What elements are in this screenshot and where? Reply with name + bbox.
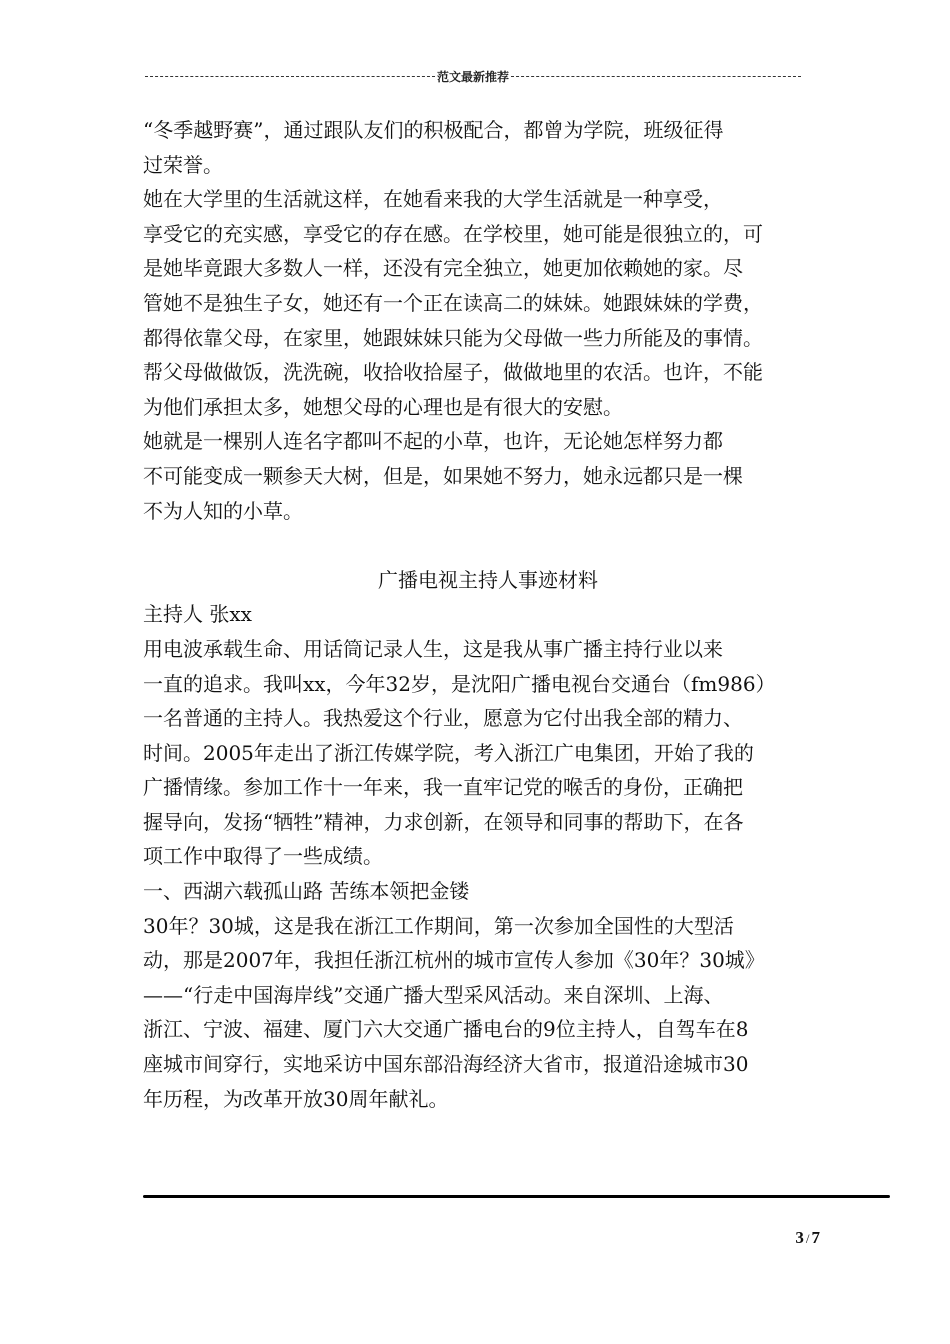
header-label: 范文最新推荐 bbox=[437, 69, 510, 84]
text-line: 她在大学里的生活就这样，在她看来我的大学生活就是一种享受， bbox=[143, 187, 723, 212]
text-line: 浙江、宁波、福建、厦门六大交通广播电台的9位主持人，自驾车在8 bbox=[143, 1017, 749, 1042]
text-line: “冬季越野赛”，通过跟队友们的积极配合，都曾为学院，班级征得 bbox=[143, 118, 724, 142]
text-line: ——“行走中国海岸线”交通广播大型采风活动。来自深圳、上海、 bbox=[143, 982, 724, 1007]
text-line: 广播情缘。参加工作十一年来，我一直牢记党的喉舌的身份，正确把 bbox=[143, 775, 743, 800]
text-line: 过荣誉。 bbox=[143, 152, 223, 177]
subsection-heading: 一、西湖六载孤山路 苦练本领把金镂 bbox=[143, 879, 470, 904]
footer-rule bbox=[143, 1195, 890, 1198]
header-dash-left bbox=[145, 76, 435, 77]
text-line: 不为人知的小草。 bbox=[143, 498, 303, 523]
text-line: 都得依靠父母，在家里，她跟妹妹只能为父母做一些力所能及的事情。 bbox=[143, 325, 763, 350]
page-total: 7 bbox=[811, 1228, 820, 1247]
section-title: 广播电视主持人事迹材料 bbox=[378, 567, 598, 592]
text-line: 30年？30城，这是我在浙江工作期间，第一次参加全国性的大型活 bbox=[143, 913, 734, 938]
page-number bbox=[760, 1228, 820, 1248]
document-body bbox=[143, 113, 813, 1116]
text-line: 握导向，发扬“牺牲”精神，力求创新，在领导和同事的帮助下，在各 bbox=[143, 809, 744, 834]
author-line: 主持人 张xx bbox=[143, 602, 252, 627]
text-line: 座城市间穿行，实地采访中国东部沿海经济大省市，报道沿途城市30 bbox=[143, 1052, 749, 1077]
header-dash-right bbox=[511, 76, 801, 77]
text-line: 她就是一棵别人连名字都叫不起的小草，也许，无论她怎样努力都 bbox=[143, 429, 723, 454]
text-line: 不可能变成一颗参天大树，但是，如果她不努力，她永远都只是一棵 bbox=[143, 463, 743, 488]
text-line: 享受它的充实感，享受它的存在感。在学校里，她可能是很独立的，可 bbox=[143, 221, 763, 246]
text-line: 时间。2005年走出了浙江传媒学院，考入浙江广电集团，开始了我的 bbox=[143, 740, 754, 765]
blank-line bbox=[143, 528, 813, 563]
text-line: 是她毕竟跟大多数人一样，还没有完全独立，她更加依赖她的家。尽 bbox=[143, 256, 743, 281]
text-line: 项工作中取得了一些成绩。 bbox=[143, 844, 383, 869]
page-header bbox=[143, 66, 803, 86]
page-separator: / bbox=[805, 1231, 810, 1246]
text-line: 帮父母做做饭，洗洗碗，收拾收拾屋子，做做地里的农活。也许，不能 bbox=[143, 360, 763, 385]
text-line: 年历程，为改革开放30周年献礼。 bbox=[143, 1086, 449, 1111]
page-current: 3 bbox=[795, 1228, 804, 1247]
text-line: 一直的追求。我叫xx，今年32岁，是沈阳广播电视台交通台（fm986） bbox=[143, 671, 776, 696]
text-line: 管她不是独生子女，她还有一个正在读高二的妹妹。她跟妹妹的学费， bbox=[143, 290, 763, 315]
text-line: 为他们承担太多，她想父母的心理也是有很大的安慰。 bbox=[143, 394, 623, 419]
text-line: 用电波承载生命、用话筒记录人生，这是我从事广播主持行业以来 bbox=[143, 636, 723, 661]
text-line: 一名普通的主持人。我热爱这个行业，愿意为它付出我全部的精力、 bbox=[143, 706, 743, 731]
text-line: 动，那是2007年，我担任浙江杭州的城市宣传人参加《30年？30城》 bbox=[143, 948, 765, 973]
